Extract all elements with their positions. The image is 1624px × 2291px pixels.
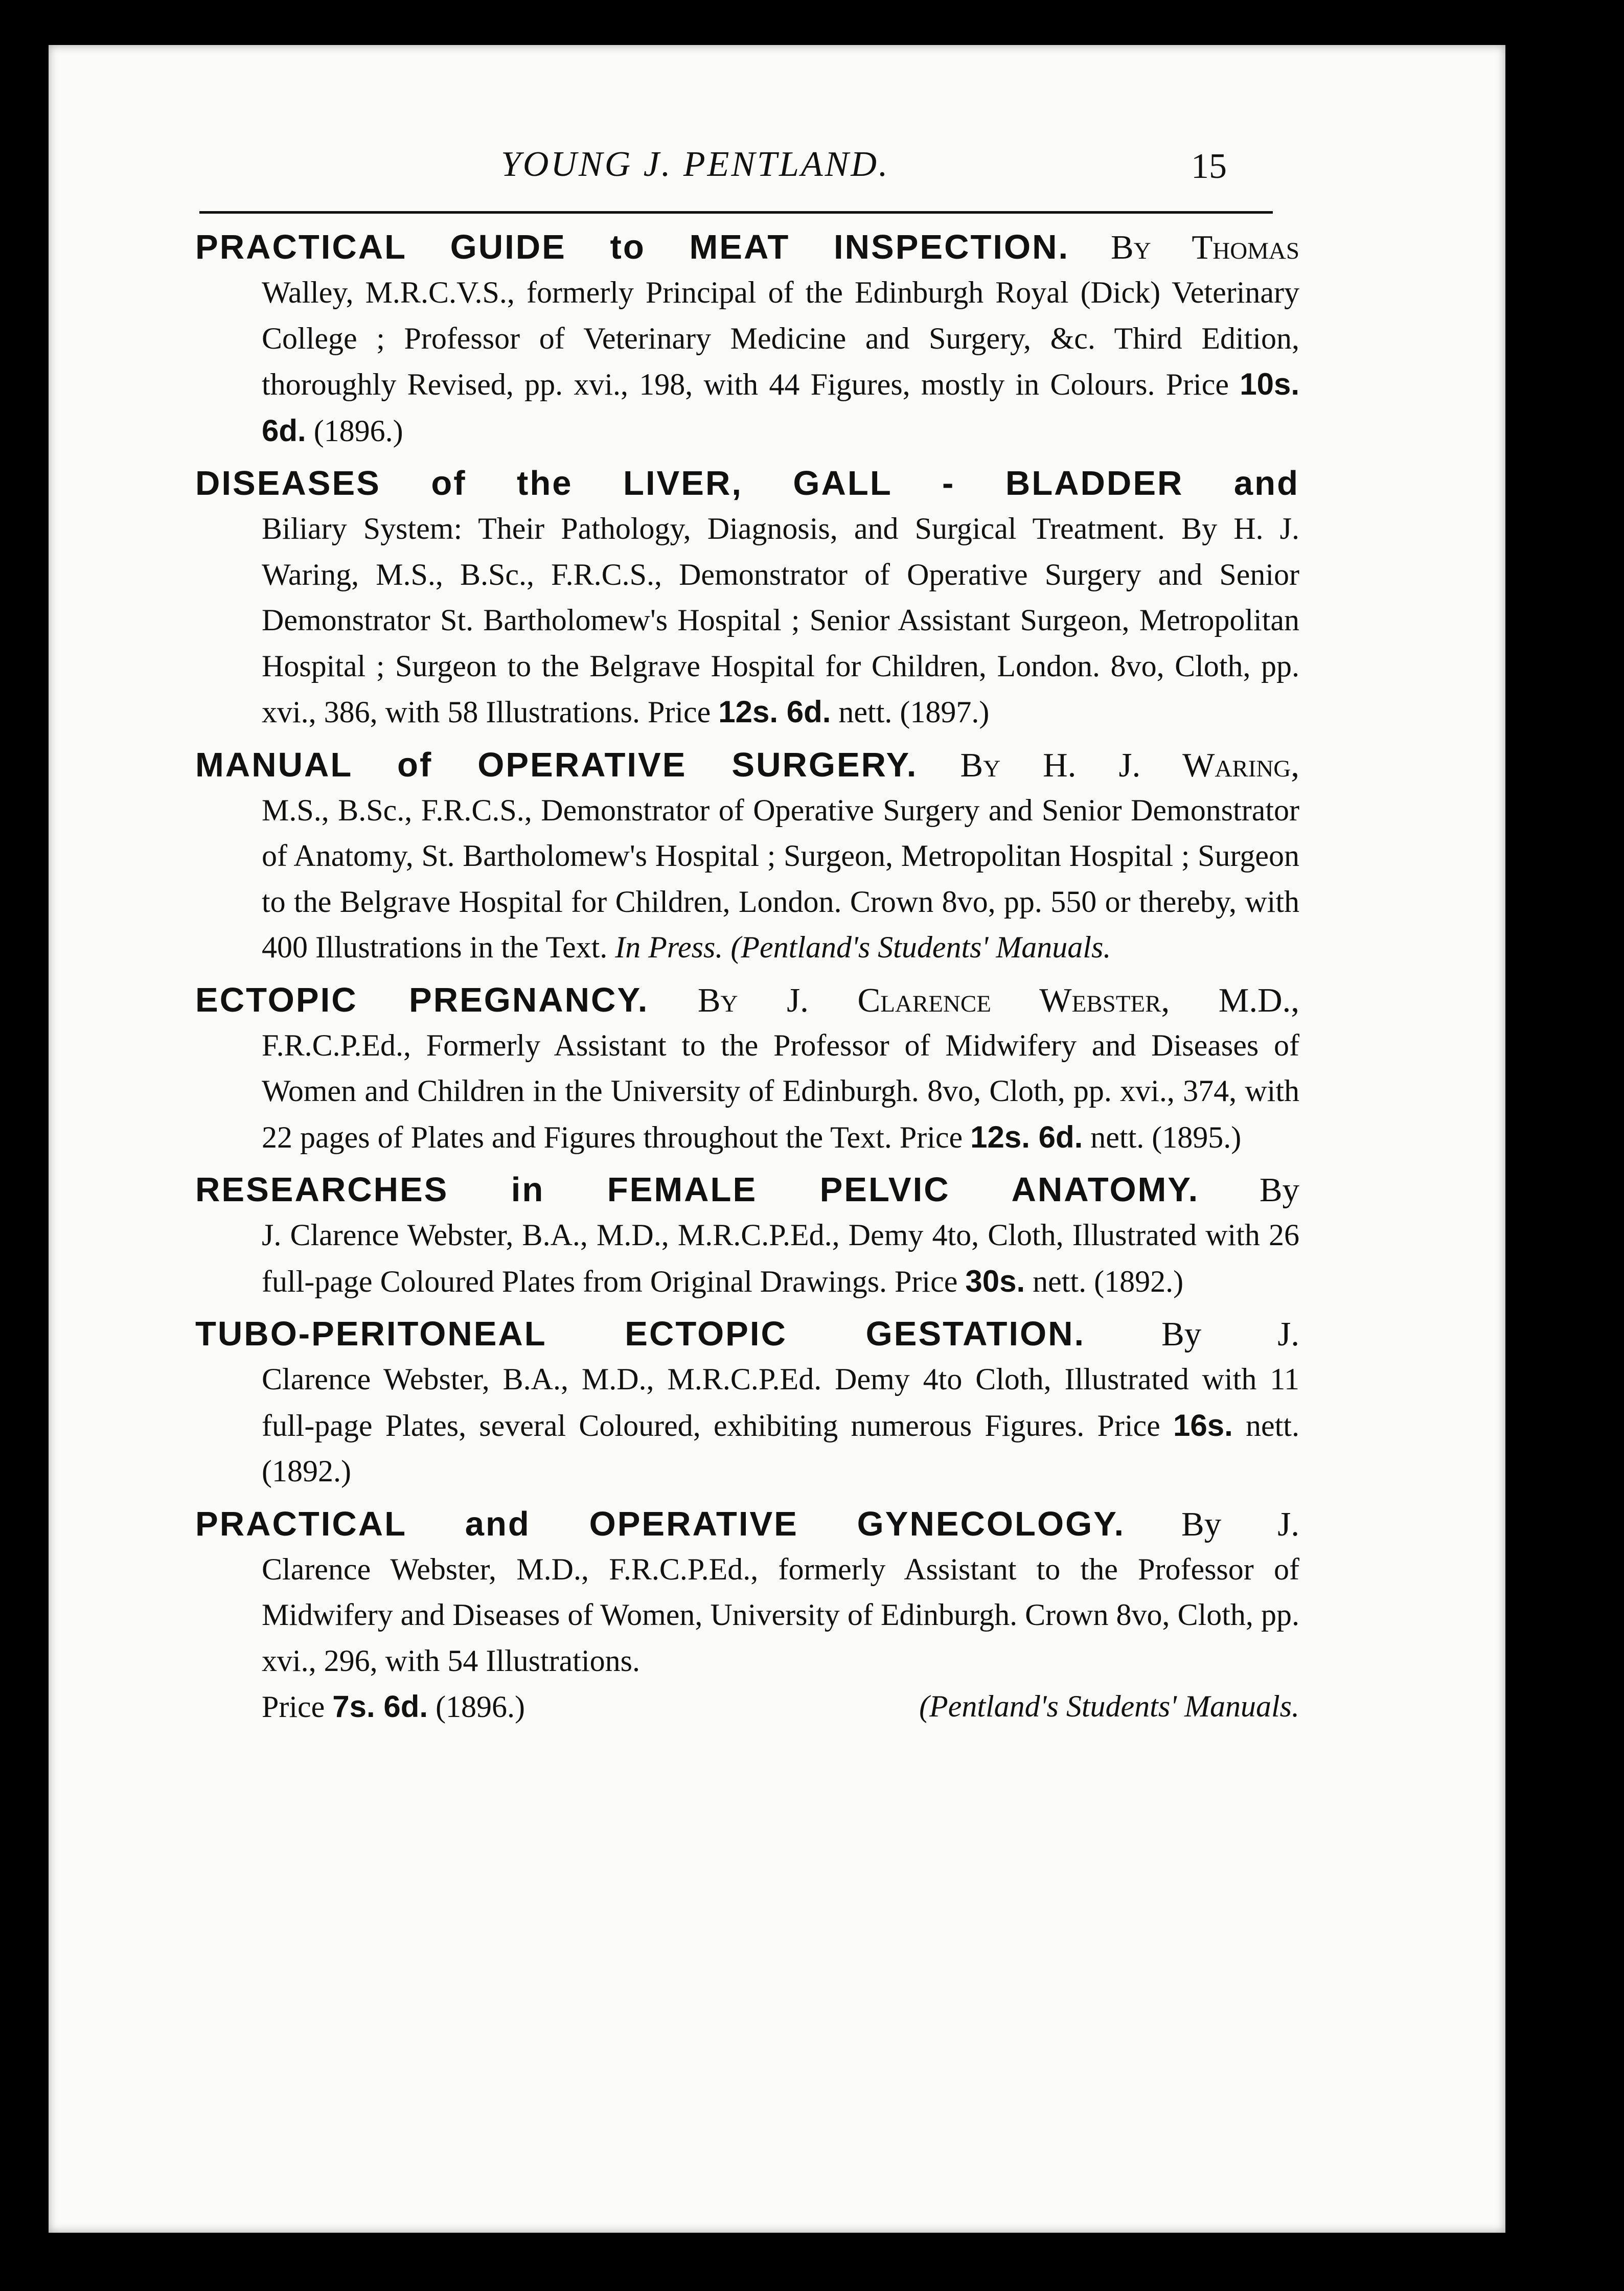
entry-description xyxy=(195,1023,1299,1161)
page-number: 15 xyxy=(1191,147,1227,186)
entry-author-lead: By J. Clarence Webster, M.D., xyxy=(697,981,1299,1019)
entry-year: nett. (1892.) xyxy=(1025,1264,1184,1298)
entry-title: TUBO-PERITONEAL ECTOPIC GESTATION. xyxy=(195,1315,1086,1353)
running-head: YOUNG J. PENTLAND. xyxy=(501,145,890,184)
entry-title-line xyxy=(195,1502,1299,1547)
entry-text: M.S., B.Sc., F.R.C.S., Demonstrator of Operative Surgery and Senior Demonstrator of Anatomy, St. Bartholomew's Hospital ; Surgeon, Metropolitan Hospital ; Surgeon to the Belgrave Hospital for Children, London. Crown 8vo, pp. 550 or thereby, with 400 Illustrations in the Text. xyxy=(262,793,1299,964)
catalogue-entry xyxy=(195,743,1299,971)
entry-series: (Pentland's Students' Manuals. xyxy=(723,930,1111,964)
entry-text: Clarence Webster, B.A., M.D., M.R.C.P.Ed. Demy 4to Cloth, Illustrated with 11 full-page Plates, several Coloured, exhibiting numerous Figures. Price xyxy=(262,1362,1299,1442)
entry-last-line xyxy=(262,1684,1299,1730)
catalogue-entry xyxy=(195,1312,1299,1495)
entry-price: 7s. 6d. xyxy=(332,1689,428,1724)
entry-description xyxy=(195,270,1299,454)
entry-price: 12s. 6d. xyxy=(970,1119,1083,1154)
entry-text: Walley, M.R.C.V.S., formerly Principal of the Edinburgh Royal (Dick) Veterinary College ; Professor of Veterinary Medicine and Surgery, &c. Third Edition, thoroughly Revised, pp. xvi., 198, with 44 Figures, mostly in Colours. Price xyxy=(262,276,1299,401)
entry-title-line xyxy=(195,978,1299,1023)
catalogue-entry xyxy=(195,1167,1299,1304)
entry-year: (1896.) xyxy=(306,414,403,448)
catalogue-entry xyxy=(195,461,1299,736)
entry-year: nett. (1892.) xyxy=(262,1408,1299,1488)
entry-description xyxy=(195,1357,1299,1495)
entry-text: Biliary System: Their Pathology, Diagnosis, and Surgical Treatment. By H. J. Waring, M.S., B.Sc., F.R.C.S., Demonstrator of Operative Surgery and Senior Demonstrator St. Bartholomew's Hospital ; Senior Assistant Surgeon, Metropolitan Hospital ; Surgeon to the Belgrave Hospital for Children, London. 8vo, Cloth, pp. xvi., 386, with 58 Illustrations. Price xyxy=(262,512,1299,729)
entry-title-line xyxy=(195,461,1299,506)
entry-text: Clarence Webster, M.D., F.R.C.P.Ed., formerly Assistant to the Professor of Midwifery and Diseases of Women, University of Edinburgh. Crown 8vo, Cloth, pp. xvi., 296, with 54 Illustrations. xyxy=(262,1552,1299,1678)
entry-status: In Press. xyxy=(615,930,723,964)
entry-price: 12s. 6d. xyxy=(718,695,831,729)
catalogue-entries xyxy=(195,225,1299,1737)
entry-title: RESEARCHES in FEMALE PELVIC ANATOMY. xyxy=(195,1171,1200,1209)
catalogue-entry xyxy=(195,978,1299,1161)
entry-price-label: Price xyxy=(262,1690,333,1724)
entry-description xyxy=(195,788,1299,971)
entry-author-lead: By Thomas xyxy=(1111,228,1300,266)
entry-description xyxy=(195,1547,1299,1730)
entry-price: 10s. 6d. xyxy=(262,367,1299,448)
entry-title: PRACTICAL GUIDE to MEAT INSPECTION. xyxy=(195,228,1070,266)
entry-author-lead: By J. xyxy=(1181,1505,1300,1543)
entry-description xyxy=(195,1212,1299,1304)
entry-year: nett. (1897.) xyxy=(831,695,990,729)
entry-author-lead: By xyxy=(1259,1171,1300,1209)
entry-title-line xyxy=(195,1312,1299,1357)
entry-author-lead: By J. xyxy=(1161,1315,1300,1353)
catalogue-entry xyxy=(195,225,1299,454)
entry-price-group xyxy=(262,1684,525,1730)
entry-description xyxy=(195,506,1299,736)
entry-title-line xyxy=(195,225,1299,270)
entry-title: PRACTICAL and OPERATIVE GYNECOLOGY. xyxy=(195,1504,1126,1543)
entry-text: F.R.C.P.Ed., Formerly Assistant to the Professor of Midwifery and Diseases of Women and Children in the University of Edinburgh. 8vo, Cloth, pp. xvi., 374, with 22 pages of Plates and Figures throughout the Text. Price xyxy=(262,1028,1299,1154)
catalogue-entry xyxy=(195,1502,1299,1730)
header-rule xyxy=(199,211,1273,214)
entry-price: 16s. xyxy=(1173,1408,1233,1442)
entry-title-line xyxy=(195,743,1299,788)
entry-text: J. Clarence Webster, B.A., M.D., M.R.C.P.Ed., Demy 4to, Cloth, Illustrated with 26 full-page Coloured Plates from Original Drawings. Price xyxy=(262,1218,1299,1298)
entry-year: (1896.) xyxy=(428,1690,525,1724)
entry-title: ECTOPIC PREGNANCY. xyxy=(195,980,649,1019)
entry-year: nett. (1895.) xyxy=(1083,1120,1242,1154)
entry-author-lead: By H. J. Waring, xyxy=(960,746,1299,784)
entry-price: 30s. xyxy=(965,1264,1025,1298)
entry-title: MANUAL of OPERATIVE SURGERY. xyxy=(195,745,918,784)
entry-title: DISEASES of the LIVER, GALL - BLADDER and xyxy=(195,464,1299,502)
entry-title-line xyxy=(195,1167,1299,1212)
entry-series: (Pentland's Students' Manuals. xyxy=(919,1689,1299,1723)
